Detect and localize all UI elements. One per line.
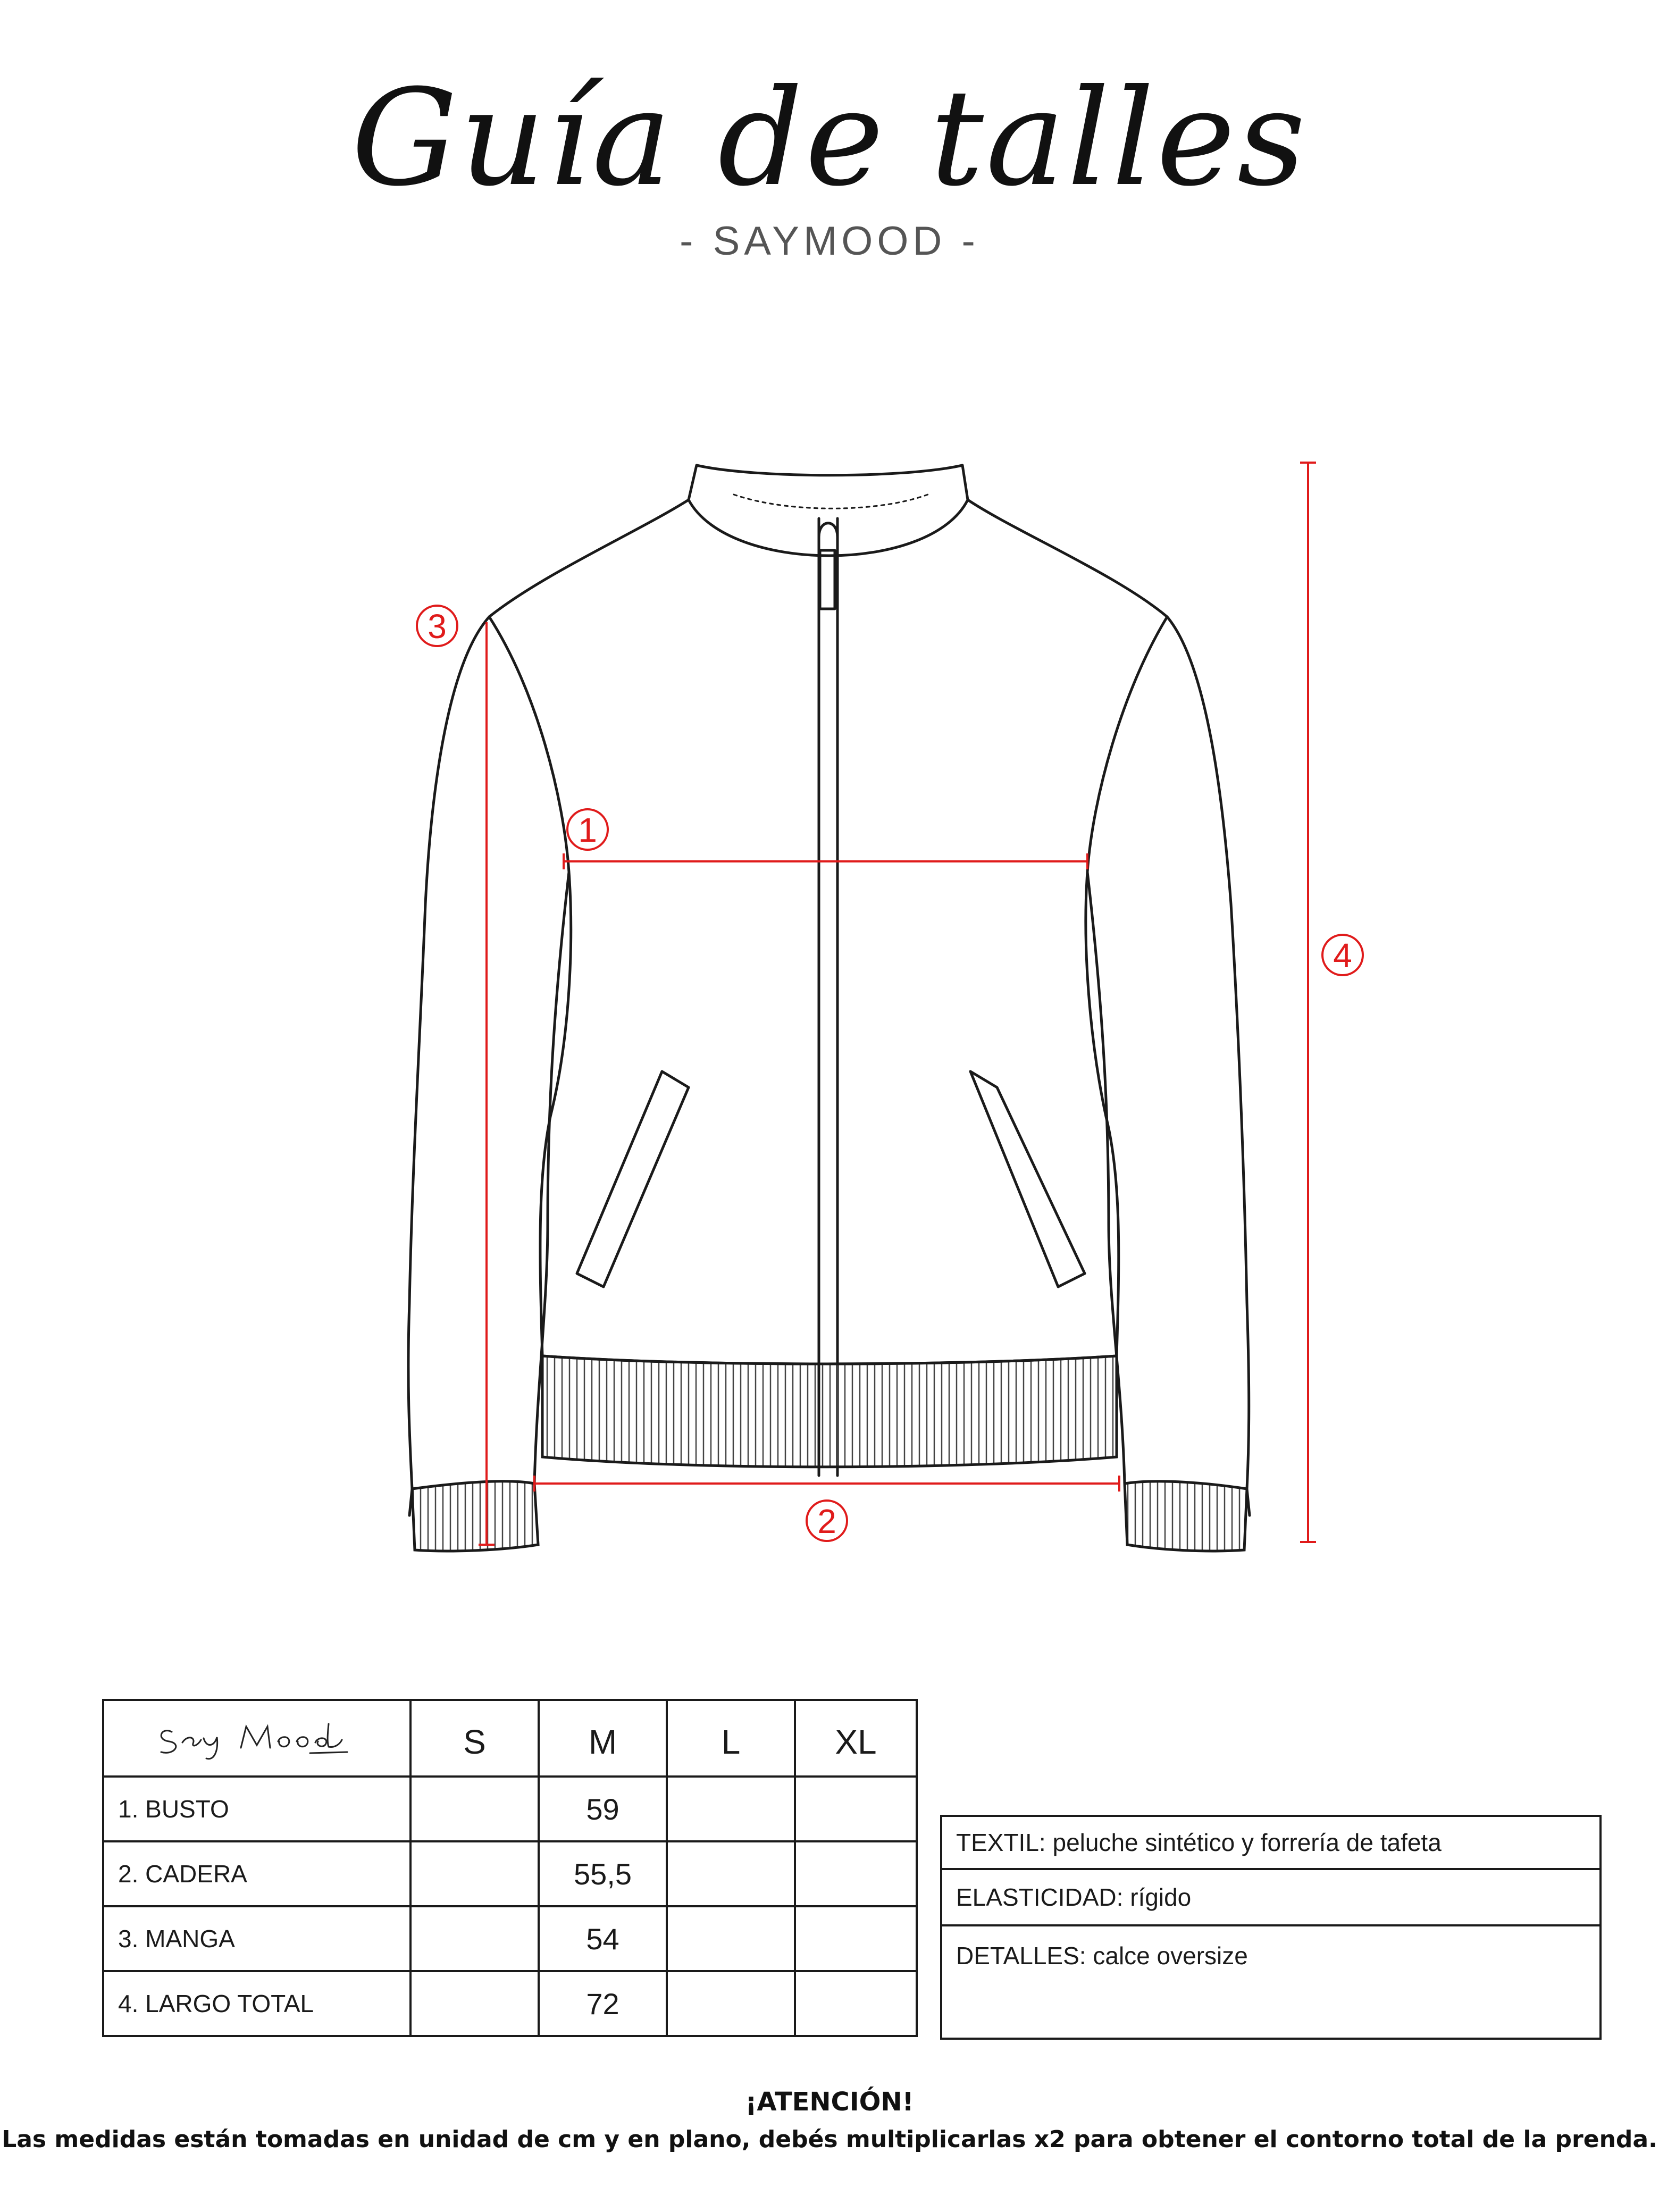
sleeve-left [408, 617, 489, 1515]
cuff-right [1125, 1481, 1247, 1551]
measure-value [667, 1906, 795, 1971]
measure-value [410, 1777, 539, 1841]
table-row [103, 1906, 917, 1971]
measure-label: 3. MANGA [103, 1906, 410, 1971]
size-header-l: L [667, 1700, 795, 1777]
saymood-signature-logo [150, 1711, 363, 1764]
brand-subtitle: - SAYMOOD - [680, 219, 979, 264]
marker-2: 2 [817, 1502, 836, 1540]
cuff-left [412, 1481, 538, 1551]
attention-heading: ¡ATENCIÓN! [745, 2087, 914, 2117]
measure-value [795, 1841, 917, 1906]
collar-outline [689, 465, 968, 556]
pocket-right [970, 1071, 1085, 1287]
textile-info: TEXTIL: peluche sintético y forrería de tafeta [941, 1816, 1601, 1869]
measure-value [410, 1906, 539, 1971]
measure-value: 55,5 [539, 1841, 667, 1906]
page-title: Guía de talles [351, 61, 1308, 215]
measure-value [410, 1841, 539, 1906]
marker-4: 4 [1333, 936, 1352, 975]
measure-value [795, 1777, 917, 1841]
hem-rib [542, 1356, 1117, 1467]
measure-value: 59 [539, 1777, 667, 1841]
size-header-m: M [539, 1700, 667, 1777]
body-outline-right [968, 500, 1167, 1457]
table-row [103, 1777, 917, 1841]
elasticity-info: ELASTICIDAD: rígido [941, 1869, 1601, 1925]
measure-value [667, 1777, 795, 1841]
table-row [103, 1841, 917, 1906]
measurement-note: Las medidas están tomadas en unidad de cm y en plano, debés multiplicarlas x2 para obtener el contorno total de la prenda. [2, 2126, 1657, 2153]
size-table [102, 1699, 918, 2037]
size-header-row [103, 1700, 917, 1777]
sleeve-right [1167, 617, 1250, 1515]
measure-value [667, 1971, 795, 2036]
brand-logo-cell [103, 1700, 410, 1777]
marker-1: 1 [578, 811, 597, 849]
measure-value: 72 [539, 1971, 667, 2036]
details-info: DETALLES: calce oversize [941, 1925, 1601, 2039]
marker-3: 3 [428, 607, 447, 646]
body-outline-left [489, 500, 689, 1457]
measure-value [667, 1841, 795, 1906]
size-header-s: S [410, 1700, 539, 1777]
measure-value [795, 1971, 917, 2036]
garment-info-table [940, 1815, 1602, 2040]
measure-label: 1. BUSTO [103, 1777, 410, 1841]
table-row [103, 1971, 917, 2036]
measure-label: 4. LARGO TOTAL [103, 1971, 410, 2036]
size-header-xl: XL [795, 1700, 917, 1777]
measure-value: 54 [539, 1906, 667, 1971]
pocket-left [577, 1071, 689, 1287]
measure-value [795, 1906, 917, 1971]
measure-label: 2. CADERA [103, 1841, 410, 1906]
measure-value [410, 1971, 539, 2036]
